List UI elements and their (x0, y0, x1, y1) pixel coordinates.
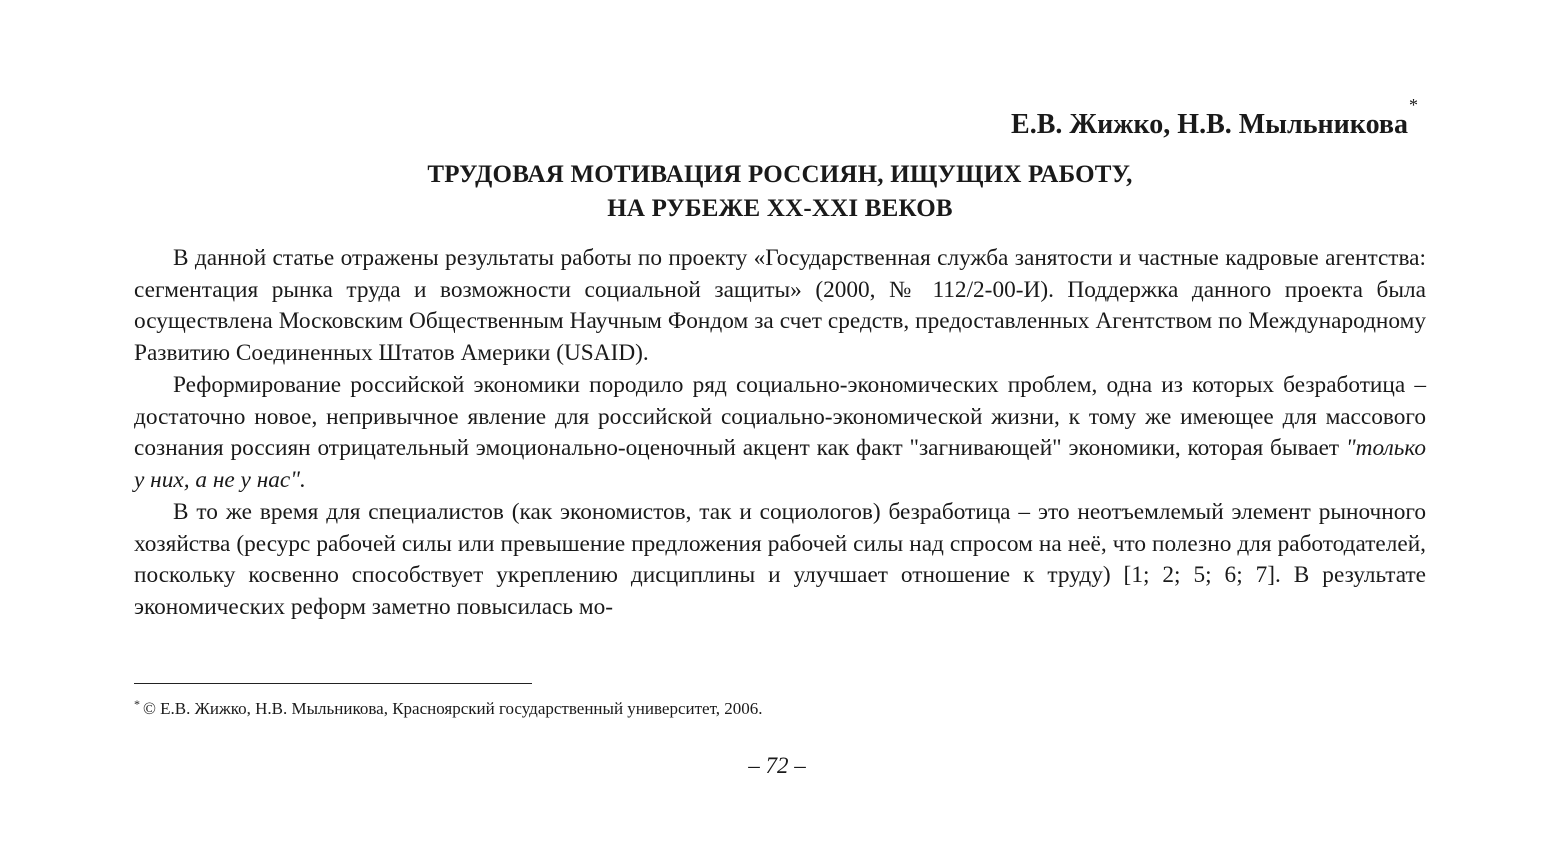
authors-line (1011, 95, 1418, 149)
authors-footnote-mark: * (1409, 95, 1418, 115)
footnote-divider (134, 683, 532, 684)
body-paragraph-2-quote: "только у них, а не у нас". (134, 435, 1426, 493)
body-paragraph-2-text: Реформирование российской экономики породило ряд социально-экономических проблем, одна из которых безработица – достаточно новое, непривычное явление для российской социально-экономической жизни, к тому же имеющее для массового сознания россиян отрицательный эмоционально-оценочный акцент как факт "загнивающей" экономики, которая бывает (134, 372, 1426, 461)
footnote-text: © Е.В. Жижко, Н.В. Мыльникова, Красноярский государственный университет, 2006. (143, 699, 763, 718)
footnote-mark: * (134, 697, 140, 711)
article-body (134, 243, 1426, 624)
page-number: – 72 – (748, 753, 806, 778)
body-paragraph-3: В то же время для специалистов (как экономистов, так и социологов) безработица – это неотъемлемый элемент рыночного хозяйства (ресурс рабочей силы или превышение предложения рабочей силы над спросом на неё, что полезно для работодателей, поскольку косвенно способствует укреплению дисциплины и улучшает отношение к труду) [1; 2; 5; 6; 7]. В результате экономических реформ заметно повысилась мо- (134, 499, 1426, 620)
article-title (134, 158, 1426, 226)
footnote (134, 697, 762, 722)
authors-names: Е.В. Жижко, Н.В. Мыльникова (1011, 109, 1408, 140)
article-title-line-1: ТРУДОВАЯ МОТИВАЦИЯ РОССИЯН, ИЩУЩИХ РАБОТУ, (427, 161, 1133, 188)
body-paragraph-2 (134, 370, 1426, 496)
article-title-line-2: НА РУБЕЖЕ XX-XXI ВЕКОВ (607, 195, 953, 222)
body-paragraph-1: В данной статье отражены результаты работы по проекту «Государственная служба занятости и частные кадровые агентства: сегментация рынка труда и возможности социальной защиты» (2000, № 112/2-00-И). Поддержка данного проекта была осуществлена Московским Общественным Научным Фондом за счет средств, предоставленных Агентством по Международному Развитию Соединенных Штатов Америки (USAID). (134, 245, 1426, 366)
